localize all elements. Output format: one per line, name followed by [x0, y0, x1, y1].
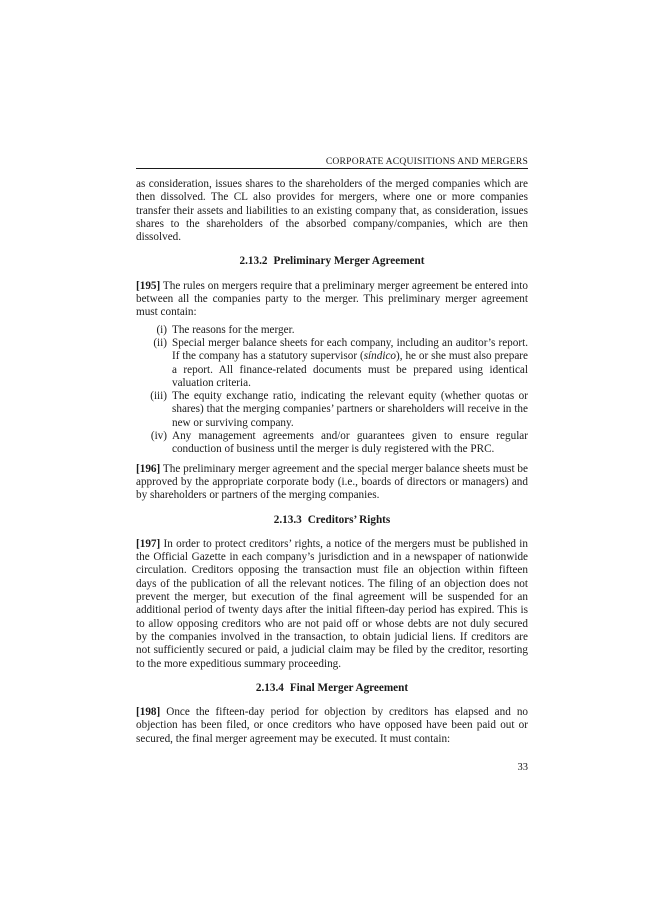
- section-title: Final Merger Agreement: [289, 681, 409, 694]
- paragraph-195: [136, 280, 528, 320]
- list-item-text: [172, 337, 528, 390]
- running-header: CORPORATE ACQUISITIONS AND MERGERS: [325, 156, 528, 167]
- section-heading-2-13-3: [136, 514, 528, 527]
- paragraph-number: [197]: [136, 537, 161, 550]
- list-item-text: Any management agreements and/or guarantees given to ensure regular conduction of business until the merger is duly registered with the PRC.: [172, 430, 528, 456]
- intro-paragraph: as consideration, issues shares to the shareholders of the merged companies which are then dissolved. The CL also provides for mergers, where one or more companies transfer their assets and liabilities to an existing company that, as consideration, issues shares to the shareholders of the absorbed company/companies, which are then dissolved.: [136, 178, 528, 244]
- header-rule: [136, 168, 528, 169]
- list-item-label: (i): [156, 323, 167, 336]
- paragraph-198: [136, 706, 528, 746]
- paragraph-text: The preliminary merger agreement and the special merger balance sheets must be approved by the appropriate corporate body (i.e., boards of directors or managers) and by shareholders or partners of the merging companies.: [136, 462, 528, 502]
- list-item-text-part: ), he or she must also prepare a report. All finance-related documents must be prepared using identical valuation criteria.: [172, 350, 528, 389]
- section-heading-2-13-2: [136, 255, 528, 268]
- list-item: [136, 324, 528, 337]
- section-heading-2-13-4: [136, 682, 528, 695]
- page-body: [136, 178, 528, 746]
- section-number: 2.13.4: [255, 681, 284, 694]
- italic-term: síndico: [363, 350, 397, 363]
- list-item: [136, 337, 528, 390]
- list-item-text: The reasons for the merger.: [172, 323, 295, 336]
- section-title: Preliminary Merger Agreement: [273, 255, 425, 268]
- page-number: 33: [517, 762, 528, 773]
- paragraph-number: [198]: [136, 706, 161, 719]
- list-item: [136, 390, 528, 430]
- paragraph-197: [136, 538, 528, 671]
- list-item-text: The equity exchange ratio, indicating the relevant equity (whether quotas or shares) that the merging companies’ partners or shareholders will receive in the new or surviving company.: [172, 390, 528, 429]
- list-item: [136, 430, 528, 457]
- paragraph-196: [136, 463, 528, 503]
- requirements-list: [136, 324, 528, 457]
- section-number: 2.13.3: [273, 513, 302, 526]
- paragraph-number: [196]: [136, 462, 161, 475]
- list-item-label: (iii): [150, 390, 167, 403]
- paragraph-text: Once the fifteen-day period for objection by creditors has elapsed and no objection has been filed, or once creditors who have opposed have been paid out or secured, the final merger agreement may be executed. It must contain:: [136, 706, 529, 745]
- list-item-text-part: Special merger balance sheets for each company, including an auditor’s report. If the company has a statutory supervisor (: [172, 336, 528, 363]
- paragraph-text: The rules on mergers require that a preliminary merger agreement be entered into between all the companies party to the merger. This preliminary merger agreement must contain:: [136, 279, 528, 319]
- paragraph-text: In order to protect creditors’ rights, a notice of the mergers must be published in the Official Gazette in each company’s jurisdiction and in a newspaper of nationwide circulation. Creditors opposing the transaction must file an objection within fifteen days of the publication of all the relevant notices. The filing of an objection does not prevent the merger, but execution of the final agreement will be suspended for an additional period of twenty days after the initial fifteen-day period has expired. This is to allow opposing creditors who are not paid off or whose debts are not duly secured by the companies involved in the transaction, to obtain judicial liens. If creditors are not sufficiently secured or paid, a judicial claim may be filed by the creditor, resorting to the more expeditious summary proceeding.: [136, 537, 529, 670]
- list-item-label: (ii): [153, 336, 167, 349]
- paragraph-number: [195]: [136, 279, 161, 292]
- section-title: Creditors’ Rights: [307, 513, 391, 526]
- section-number: 2.13.2: [239, 255, 268, 268]
- list-item-label: (iv): [150, 430, 167, 443]
